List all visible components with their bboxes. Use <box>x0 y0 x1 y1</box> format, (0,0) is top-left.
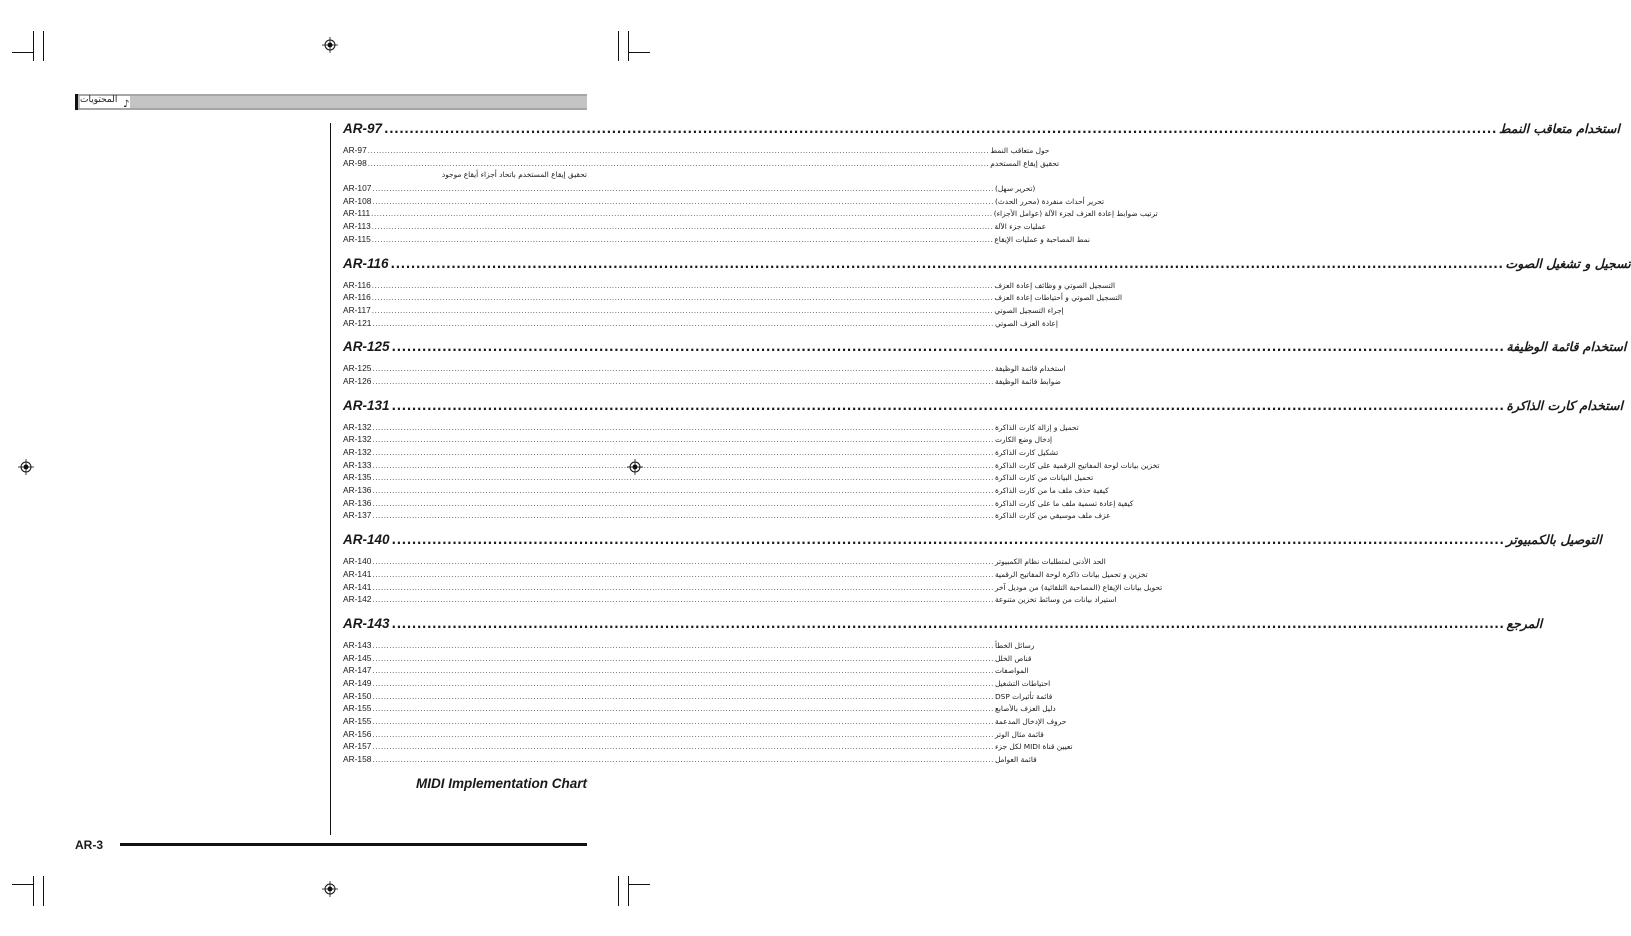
crop-mark <box>629 52 650 53</box>
section-title: استخدام قائمة الوظيفة <box>1506 339 1627 355</box>
entry-page-number: AR-116 <box>343 279 371 290</box>
dot-leader: ............................................................................................................................................................................................................................ <box>372 499 994 508</box>
footer-page-number: AR-3 <box>75 838 104 852</box>
dot-leader: ............................................................................................................................................................................................................................ <box>372 461 994 470</box>
toc-entry[interactable] <box>343 291 1123 304</box>
entry-page-number: AR-108 <box>343 195 372 206</box>
entry-page-number: AR-156 <box>343 728 372 739</box>
toc-entry[interactable] <box>343 279 1116 292</box>
toc-entry[interactable] <box>343 664 1029 677</box>
toc-entry[interactable] <box>343 677 1051 690</box>
crop-mark <box>43 31 44 61</box>
dot-leader: ............................................................................................................................................................................................................................ <box>372 319 994 328</box>
dot-leader: ............................................................................................................................................................................................................................ <box>372 436 994 445</box>
entry-title: نمط المصاحبة و عمليات الإيقاع <box>994 234 1090 244</box>
dot-leader: ............................................................................................................................................................................................................................ <box>372 558 994 567</box>
page-header-title: المحتويات <box>80 95 118 105</box>
section-heading[interactable] <box>343 121 1620 141</box>
entry-page-number: AR-137 <box>343 510 372 521</box>
entry-title: إجراء التسجيل الصوتي <box>994 305 1064 315</box>
entry-page-number: AR-126 <box>343 375 372 386</box>
section-page-number: AR-131 <box>343 397 390 413</box>
toc-entry[interactable] <box>343 144 1050 157</box>
crop-mark <box>628 31 629 61</box>
dot-leader: ............................................................................................................................................................................................................................ <box>390 256 1504 271</box>
toc-entry-continuation[interactable] <box>343 182 1036 195</box>
section-page-number: AR-116 <box>343 255 389 271</box>
dot-leader: ............................................................................................................................................................................................................................ <box>391 533 1505 548</box>
toc-section <box>343 339 1627 387</box>
entry-title: حول متعاقب النمط <box>990 146 1050 155</box>
entry-page-number: AR-141 <box>343 568 372 579</box>
entry-page-number: AR-155 <box>343 716 372 726</box>
toc-entry[interactable] <box>343 509 1111 522</box>
section-title: استخدام متعاقب النمط <box>1498 121 1620 136</box>
section-title: المرجع <box>1506 615 1543 631</box>
toc-section <box>343 532 1602 606</box>
toc-entry[interactable] <box>343 207 1158 220</box>
entry-title: عمليات جزء الآلة <box>994 222 1047 232</box>
dot-leader: ............................................................................................................................................................................................................................ <box>371 281 994 290</box>
toc-entry[interactable] <box>343 568 1148 581</box>
registration-mark-icon <box>18 459 34 475</box>
registration-mark-icon <box>322 881 338 897</box>
entry-page-number: AR-149 <box>343 677 372 688</box>
dot-leader: ............................................................................................................................................................................................................................ <box>372 756 994 765</box>
entry-title: إعادة العزف الصوتي <box>994 318 1058 328</box>
entry-title: التسجيل الصوتي و أحتياطات إعادة العزف <box>994 293 1123 303</box>
toc-entry[interactable] <box>343 740 1073 753</box>
entry-title: تخزين و تحميل بيانات ذاكرة لوحة المفاتيح الرقمية <box>994 569 1148 579</box>
entry-title: تحقيق إيقاع المستخدم باتحاد أجزاء أيقاع موجود <box>441 170 587 180</box>
crop-mark <box>618 31 619 61</box>
toc-entry[interactable] <box>343 593 1117 606</box>
toc-entry[interactable] <box>343 459 1160 472</box>
dot-leader: ............................................................................................................................................................................................................................ <box>372 197 994 206</box>
entry-title: حروف الإدخال المدعمة <box>994 717 1067 726</box>
entry-page-number: AR-140 <box>343 556 372 567</box>
toc-entry[interactable] <box>343 753 1037 766</box>
toc-entry[interactable] <box>343 304 1064 317</box>
dot-leader: ............................................................................................................................................................................................................................ <box>384 122 1497 136</box>
entry-page-number: AR-142 <box>343 594 372 605</box>
entry-title: استيراد بيانات من وسائط تخزين متنوعة <box>994 595 1117 605</box>
dot-leader: ............................................................................................................................................................................................................................ <box>371 306 994 315</box>
appendix-title: MIDI Implementation Chart <box>415 776 587 791</box>
entry-page-number: AR-132 <box>343 421 372 432</box>
table-of-contents <box>343 121 1631 776</box>
dot-leader: ............................................................................................................................................................................................................................ <box>372 377 994 386</box>
toc-section <box>343 615 1543 766</box>
dot-leader: ............................................................................................................................................................................................................................ <box>372 679 994 688</box>
entry-page-number: AR-117 <box>343 304 371 315</box>
toc-entry[interactable] <box>343 421 1079 434</box>
entry-page-number: AR-107 <box>343 183 372 194</box>
dot-leader: ............................................................................................................................................................................................................................ <box>372 449 994 457</box>
toc-section <box>343 397 1623 523</box>
entry-title: عزف ملف موسيقي من كارت الذاكرة <box>994 511 1111 521</box>
dot-leader: ............................................................................................................................................................................................................................ <box>372 692 994 701</box>
entry-title: قناص الخلل <box>994 653 1032 663</box>
entry-page-number: AR-157 <box>343 741 372 752</box>
dot-leader: ............................................................................................................................................................................................................................ <box>371 235 994 244</box>
dot-leader: ............................................................................................................................................................................................................................ <box>372 583 994 592</box>
dot-leader: ............................................................................................................................................................................................................................ <box>372 641 994 650</box>
entry-page-number: AR-97 <box>343 145 367 155</box>
entry-page-number: AR-158 <box>343 754 372 765</box>
toc-entry[interactable] <box>343 652 1032 665</box>
section-heading[interactable] <box>343 339 1627 359</box>
toc-entry[interactable] <box>343 195 1105 208</box>
dot-leader: ............................................................................................................................................................................................................................ <box>367 159 990 168</box>
entry-title: تحرير أحداث منفردة (محرر الحدث) <box>994 196 1105 206</box>
entry-title: دليل العزف بالأصابع <box>994 704 1056 714</box>
toc-entry[interactable] <box>343 702 1056 715</box>
toc-entry[interactable] <box>343 220 1047 233</box>
toc-entry[interactable] <box>343 690 1053 703</box>
toc-entry[interactable] <box>343 362 1066 375</box>
toc-entry[interactable] <box>343 728 1044 741</box>
section-heading[interactable] <box>343 532 1602 552</box>
toc-entry[interactable] <box>343 375 1061 388</box>
section-heading[interactable] <box>343 615 1543 636</box>
toc-entry[interactable] <box>343 446 1059 459</box>
entry-title: المواصفات <box>994 666 1029 676</box>
dot-leader: ............................................................................................................................................................................................................................ <box>372 705 994 714</box>
toc-entry[interactable] <box>343 471 1094 484</box>
toc-entry[interactable] <box>343 157 1060 170</box>
dot-leader: ............................................................................................................................................................................................................................ <box>372 512 994 521</box>
dot-leader: ............................................................................................................................................................................................................................ <box>372 365 994 374</box>
entry-title: كيفية حذف ملف ما من كارت الذاكرة <box>994 486 1109 496</box>
entry-title: تشكيل كارت الذاكرة <box>994 448 1059 457</box>
entry-title: تحويل بيانات الإيقاع (المصاحبة التلقائية) من موديل آخر <box>994 582 1163 592</box>
entry-page-number: AR-132 <box>343 447 372 457</box>
entry-page-number: AR-98 <box>343 157 367 168</box>
entry-title: قائمة مثال الوتر <box>994 729 1044 739</box>
entry-title: تحميل و إزالة كارت الذاكرة <box>994 422 1079 432</box>
crop-mark <box>33 31 34 61</box>
entry-title: ترتيب ضوابط إعادة العزف لجزء الآلة (عوامل الأجزاء) <box>993 209 1158 219</box>
header-rule <box>75 94 587 110</box>
dot-leader: ............................................................................................................................................................................................................................ <box>391 340 1505 355</box>
dot-leader: ............................................................................................................................................................................................................................ <box>372 743 994 752</box>
entry-page-number: AR-135 <box>343 472 372 483</box>
crop-mark <box>629 884 650 885</box>
dot-leader: ............................................................................................................................................................................................................................ <box>371 210 993 219</box>
dot-leader: ............................................................................................................................................................................................................................ <box>372 570 994 579</box>
entry-page-number: AR-150 <box>343 690 372 701</box>
dot-leader: ............................................................................................................................................................................................................................ <box>372 718 994 726</box>
section-heading[interactable] <box>343 397 1623 418</box>
toc-entry[interactable] <box>343 233 1090 246</box>
toc-entry[interactable] <box>343 715 1067 728</box>
registration-mark-icon <box>322 37 338 53</box>
entry-page-number: AR-136 <box>343 485 372 496</box>
dot-leader: ............................................................................................................................................................................................................................ <box>372 730 994 739</box>
crop-mark <box>12 884 33 885</box>
dot-leader: ............................................................................................................................................................................................................................ <box>372 596 994 605</box>
entry-page-number: AR-155 <box>343 703 372 714</box>
entry-title: رسائل الخطأ <box>994 640 1035 650</box>
entry-page-number: AR-136 <box>343 497 372 508</box>
section-page-number: AR-143 <box>343 615 390 631</box>
dot-leader: ............................................................................................................................................................................................................................ <box>372 423 994 432</box>
entry-title: الحد الأدنى لمتطلبات نظام الكمبيوتر <box>994 557 1106 567</box>
entry-page-number: AR-145 <box>343 652 372 663</box>
entry-page-number: AR-121 <box>343 317 372 328</box>
toc-entry[interactable] <box>343 581 1163 594</box>
crop-mark <box>33 876 34 906</box>
toc-entry[interactable] <box>343 555 1106 568</box>
section-heading[interactable] <box>343 255 1631 276</box>
entry-title: تحميل البيانات من كارت الذاكرة <box>994 473 1094 483</box>
entry-page-number: AR-147 <box>343 665 372 676</box>
entry-page-number: AR-141 <box>343 581 372 592</box>
dot-leader: ............................................................................................................................................................................................................................ <box>372 185 994 194</box>
dot-leader: ............................................................................................................................................................................................................................ <box>371 294 994 303</box>
dot-leader: ............................................................................................................................................................................................................................ <box>371 223 994 232</box>
crop-mark <box>618 876 619 906</box>
crop-mark <box>12 52 33 53</box>
toc-entry[interactable] <box>343 169 587 182</box>
footer-rule <box>120 843 587 846</box>
section-title: استخدام كارت الذاكرة <box>1506 397 1623 413</box>
toc-entry[interactable] <box>343 433 1053 446</box>
dot-leader: ............................................................................................................................................................................................................................ <box>391 616 1505 631</box>
entry-title: احتياطات التشغيل <box>994 678 1051 688</box>
entry-title: قائمة العوامل <box>994 755 1037 765</box>
crop-mark <box>628 876 629 906</box>
toc-section <box>343 121 1620 246</box>
entry-title: تحقيق إيقاع المستخدم <box>990 158 1060 168</box>
toc-entry[interactable] <box>343 484 1109 497</box>
entry-title: إدخال وضع الكارت <box>994 435 1053 445</box>
entry-page-number: AR-143 <box>343 639 372 650</box>
entry-page-number: AR-111 <box>343 208 371 219</box>
dot-leader: ............................................................................................................................................................................................................................ <box>372 487 994 496</box>
entry-title: التسجيل الصوتي و وظائف إعادة العزف <box>994 280 1116 290</box>
entry-page-number: AR-132 <box>343 434 372 445</box>
section-page-number: AR-97 <box>343 121 383 136</box>
toc-entry[interactable] <box>343 497 1134 510</box>
entry-page-number: AR-115 <box>343 233 371 244</box>
crop-mark <box>43 876 44 906</box>
toc-section <box>343 255 1631 330</box>
entry-title: كيفية إعادة تسمية ملف ما على كارت الذاكرة <box>994 498 1134 508</box>
entry-title: استخدام قائمة الوظيفة <box>994 364 1066 374</box>
section-page-number: AR-140 <box>343 532 390 548</box>
section-page-number: AR-125 <box>343 339 390 355</box>
dot-leader: ............................................................................................................................................................................................................................ <box>367 147 990 155</box>
entry-page-number: AR-125 <box>343 363 372 374</box>
dot-leader: ............................................................................................................................................................................................................................ <box>372 667 994 676</box>
toc-entry[interactable] <box>343 639 1035 652</box>
toc-entry[interactable] <box>343 317 1058 330</box>
dot-leader: ............................................................................................................................................................................................................................ <box>391 398 1505 413</box>
entry-title: قائمة تأثيرات DSP <box>994 691 1053 701</box>
entry-title: تعيين قناة MIDI لكل جزء <box>994 742 1073 752</box>
entry-title-continuation: (تحرير سهل) <box>994 184 1036 194</box>
dot-leader: ............................................................................................................................................................................................................................ <box>372 474 994 483</box>
dot-leader: ............................................................................................................................................................................................................................ <box>372 654 994 663</box>
section-title: تسجيل و تشغيل الصوت <box>1505 255 1631 271</box>
entry-page-number: AR-133 <box>343 459 372 470</box>
entry-page-number: AR-116 <box>343 292 371 303</box>
section-title: التوصيل بالكمبيوتر <box>1506 532 1602 548</box>
column-divider <box>330 123 331 835</box>
svg-text:♪: ♪ <box>123 99 130 110</box>
entry-title: ضوابط قائمة الوظيفة <box>994 376 1061 386</box>
entry-page-number: AR-113 <box>343 221 371 232</box>
entry-title: تخزين بيانات لوحة المفاتيح الرقمية على كارت الذاكرة <box>994 460 1160 470</box>
